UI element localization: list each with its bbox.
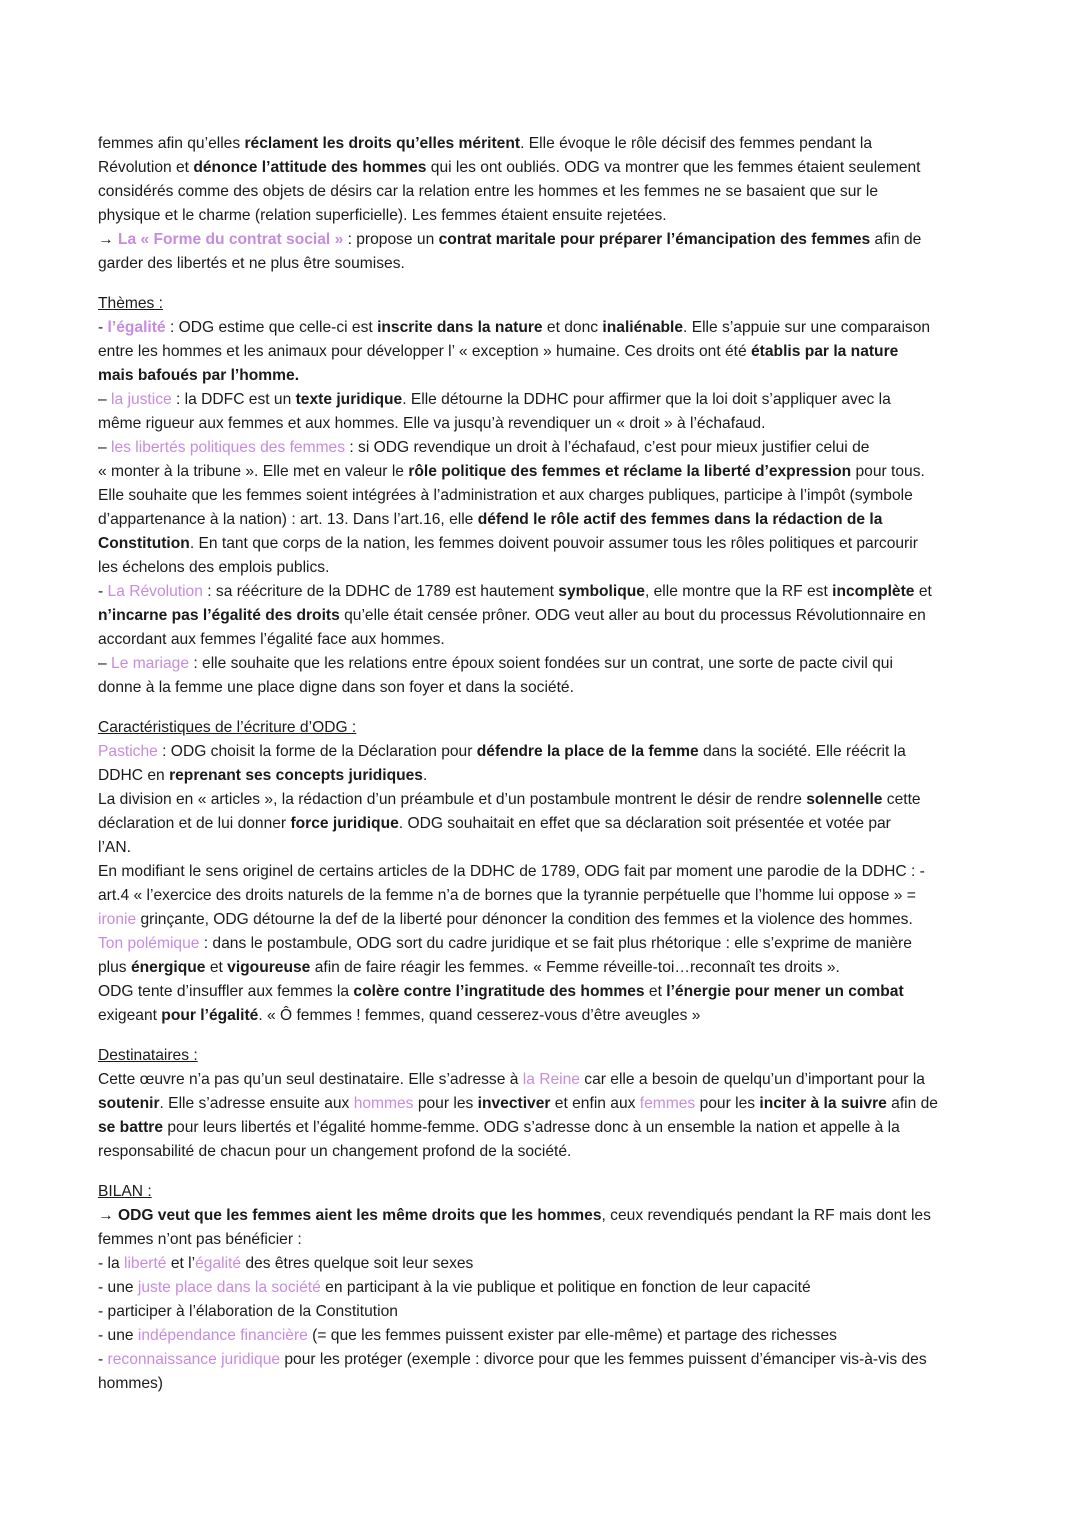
list-item: [98, 1252, 984, 1276]
text: qu’elle était censée prôner. ODG veut aller au bout du processus Révolutionnaire en: [339, 607, 926, 624]
text-line: [98, 932, 984, 956]
highlight-text: hommes: [353, 1095, 414, 1112]
text: pour les: [695, 1095, 760, 1112]
text: en participant à la vie publique et politique en fonction de leur capacité: [320, 1279, 811, 1296]
text-line: [98, 740, 984, 764]
text: –: [98, 439, 112, 456]
section-title: BILAN :: [98, 1183, 152, 1200]
text: cette: [882, 791, 921, 808]
text: . En tant que corps de la nation, les femmes doivent pouvoir assumer tous les rôles politiques et parcourir: [189, 535, 918, 552]
bold-text: soutenir: [98, 1095, 160, 1112]
text: . Elle s’appuie sur une comparaison: [683, 319, 931, 336]
highlight-text: La Révolution: [107, 583, 203, 600]
intro-section: [98, 132, 984, 276]
arrow-icon: →: [98, 1207, 118, 1224]
text-line: [98, 1116, 984, 1140]
bold-text: défend le rôle actif des femmes dans la rédaction de la: [477, 511, 883, 528]
bilan-section: [98, 1180, 984, 1396]
highlight-text: indépendance financière: [137, 1327, 308, 1344]
text: exigeant: [98, 1007, 162, 1024]
text-line: [98, 228, 984, 252]
text-line: donne à la femme une place digne dans son foyer et dans la société.: [98, 679, 574, 696]
text: pour les: [413, 1095, 478, 1112]
bold-text: incomplète: [832, 583, 915, 600]
text-line: [98, 1092, 984, 1116]
text-line: l’AN.: [98, 839, 131, 856]
bold-text: vigoureuse: [227, 959, 311, 976]
text-line: [98, 508, 984, 532]
text-line: [98, 1004, 984, 1028]
bold-text: reprenant ses concepts juridiques: [169, 767, 423, 784]
text-line: [98, 132, 984, 156]
bold-text: rôle politique des femmes et réclame la liberté d’expression: [408, 463, 852, 480]
text: afin de: [870, 231, 922, 248]
text-line: [98, 1204, 984, 1228]
text: : si ODG revendique un droit à l’échafaud, c’est pour mieux justifier celui de: [345, 439, 870, 456]
highlight-text: Pastiche: [98, 743, 158, 760]
text: femmes afin qu’elles: [98, 135, 245, 152]
text: . ODG souhaitait en effet que sa déclaration soit présentée et votée par: [398, 815, 891, 832]
text: pour tous.: [851, 463, 925, 480]
text: plus: [98, 959, 131, 976]
text-line: accordant aux femmes l’égalité face aux hommes.: [98, 631, 445, 648]
text: (= que les femmes puissent exister par elle-même) et partage des richesses: [307, 1327, 837, 1344]
text: . Elle détourne la DDHC pour affirmer que la loi doit s’appliquer avec la: [402, 391, 891, 408]
text-line: [98, 340, 984, 364]
list-item: [98, 1276, 984, 1300]
text-line: [98, 580, 984, 604]
highlight-text: les libertés politiques des femmes: [111, 439, 346, 456]
text-line: [98, 812, 984, 836]
bold-text: pour l’égalité: [161, 1007, 259, 1024]
text: . Elle s’adresse ensuite aux: [159, 1095, 354, 1112]
themes-section: [98, 292, 984, 700]
text: : propose un: [343, 231, 439, 248]
text-line: [98, 388, 984, 412]
bold-text: se battre: [98, 1119, 164, 1136]
text: pour les protéger (exemple : divorce pour que les femmes puissent d’émanciper vis-à-vis des: [280, 1351, 927, 1368]
bold-text: invectiver: [477, 1095, 551, 1112]
section-title: Thèmes :: [98, 295, 163, 312]
text-line: [98, 364, 984, 388]
text: –: [98, 655, 112, 672]
bold-text: colère contre l’ingratitude des hommes: [353, 983, 645, 1000]
text: et: [644, 983, 667, 1000]
destinataires-section: [98, 1044, 984, 1164]
text-line: [98, 764, 984, 788]
text-line: [98, 532, 984, 556]
text: . « Ô femmes ! femmes, quand cesserez-vous d’être aveugles »: [258, 1007, 701, 1024]
text: -: [98, 583, 108, 600]
bold-text: force juridique: [290, 815, 399, 832]
text: : ODG estime que celle-ci est: [165, 319, 378, 336]
text: et: [914, 583, 932, 600]
bold-text: inciter à la suivre: [759, 1095, 887, 1112]
text-line: hommes): [98, 1375, 163, 1392]
list-item: [98, 1348, 984, 1372]
text: , elle montre que la RF est: [644, 583, 833, 600]
text-line: femmes n’ont pas bénéficier :: [98, 1231, 302, 1248]
text: , ceux revendiqués pendant la RF mais dont les: [601, 1207, 931, 1224]
bold-text: réclament les droits qu’elles méritent: [244, 135, 521, 152]
text: d’appartenance à la nation) : art. 13. Dans l’art.16, elle: [98, 511, 478, 528]
text: et donc: [542, 319, 603, 336]
text: La division en « articles », la rédaction d’un préambule et d’un postambule montrent le désir de rendre: [98, 791, 807, 808]
text-line: [98, 908, 984, 932]
text: . Elle évoque le rôle décisif des femmes pendant la: [520, 135, 873, 152]
bold-text: dénonce l’attitude des hommes: [193, 159, 427, 176]
text: : dans le postambule, ODG sort du cadre juridique et se fait plus rhétorique : elle s’exprime de manière: [199, 935, 912, 952]
text: car elle a besoin de quelqu’un d’important pour la: [579, 1071, 925, 1088]
highlight-text: juste place dans la société: [137, 1279, 321, 1296]
section-title: Destinataires :: [98, 1047, 198, 1064]
text: : sa réécriture de la DDHC de 1789 est hautement: [202, 583, 559, 600]
highlight-text: Le mariage: [111, 655, 190, 672]
text-line: [98, 652, 984, 676]
text: -: [98, 319, 108, 336]
bold-text: établis par la nature: [751, 343, 899, 360]
bold-text: ODG veut que les femmes aient les même droits que les hommes: [117, 1207, 602, 1224]
text-line: [98, 316, 984, 340]
text: afin de faire réagir les femmes. « Femme réveille-toi…reconnaît tes droits ».: [310, 959, 840, 976]
text: « monter à la tribune ». Elle met en valeur le: [98, 463, 409, 480]
bold-text: mais bafoués par l’homme.: [98, 367, 300, 384]
bold-text: défendre la place de la femme: [476, 743, 699, 760]
highlight-text: égalité: [195, 1255, 242, 1272]
text: entre les hommes et les animaux pour développer l’ « exception » humaine. Ces droits ont été: [98, 343, 751, 360]
highlight-text: la Reine: [522, 1071, 580, 1088]
text: –: [98, 391, 112, 408]
text-line: [98, 436, 984, 460]
text-line: [98, 788, 984, 812]
text: des êtres quelque soit leur sexes: [241, 1255, 474, 1272]
bold-text: Constitution: [98, 535, 190, 552]
text: - une: [98, 1279, 138, 1296]
text-line: En modifiant le sens originel de certains articles de la DDHC de 1789, ODG fait par moment une parodie de la DDHC : -: [98, 863, 925, 880]
bold-text: contrat maritale pour préparer l’émancipation des femmes: [438, 231, 871, 248]
bold-text: inscrite dans la nature: [377, 319, 543, 336]
text: pour leurs libertés et l’égalité homme-femme. ODG s’adresse donc à un ensemble la nation et appelle à la: [163, 1119, 900, 1136]
bold-text: n’incarne pas l’égalité des droits: [98, 607, 340, 624]
text: et enfin aux: [550, 1095, 640, 1112]
text: .: [422, 767, 428, 784]
text: DDHC en: [98, 767, 170, 784]
text-line: Elle souhaite que les femmes soient intégrées à l’administration et aux charges publiques, participe à l’impôt (symbole: [98, 487, 913, 504]
text: afin de: [886, 1095, 938, 1112]
text: -: [98, 1351, 108, 1368]
text-line: [98, 604, 984, 628]
text-line: même rigueur aux femmes et aux hommes. Elle va jusqu’à revendiquer un « droit » à l’échafaud.: [98, 415, 766, 432]
bold-text: solennelle: [806, 791, 883, 808]
text-line: art.4 « l’exercice des droits naturels de la femme n’a de bornes que la tyrannie perpétuelle que l’homme lui oppose » =: [98, 887, 916, 904]
highlight-text: la justice: [111, 391, 172, 408]
text-line: [98, 156, 984, 180]
bold-text: l’énergie pour mener un combat: [666, 983, 904, 1000]
text: - une: [98, 1327, 138, 1344]
text: : la DDFC est un: [171, 391, 296, 408]
highlight-text: ironie: [98, 911, 137, 928]
text: : ODG choisit la forme de la Déclaration pour: [157, 743, 477, 760]
text-line: [98, 1068, 984, 1092]
text-line: garder des libertés et ne plus être soumises.: [98, 255, 405, 272]
text: Cette œuvre n’a pas qu’un seul destinataire. Elle s’adresse à: [98, 1071, 523, 1088]
text: dans la société. Elle réécrit la: [698, 743, 906, 760]
text: et l’: [166, 1255, 196, 1272]
text: déclaration et de lui donner: [98, 815, 291, 832]
section-title: Caractéristiques de l’écriture d’ODG :: [98, 719, 357, 736]
text: - la: [98, 1255, 124, 1272]
highlight-text: reconnaissance juridique: [107, 1351, 281, 1368]
list-item: [98, 1324, 984, 1348]
text-line: [98, 956, 984, 980]
ecriture-section: [98, 716, 984, 1028]
highlight-text: femmes: [639, 1095, 696, 1112]
highlight-text: l’égalité: [107, 319, 166, 336]
bold-text: texte juridique: [295, 391, 403, 408]
highlight-text: La « Forme du contrat social »: [117, 231, 344, 248]
highlight-text: liberté: [124, 1255, 167, 1272]
text-line: responsabilité de chacun pour un changement profond de la société.: [98, 1143, 572, 1160]
text-line: les échelons des emplois publics.: [98, 559, 330, 576]
highlight-text: Ton polémique: [98, 935, 200, 952]
text: et: [205, 959, 228, 976]
text-line: [98, 980, 984, 1004]
text: ODG tente d’insuffler aux femmes la: [98, 983, 354, 1000]
arrow-icon: →: [98, 231, 118, 248]
text: qui les ont oubliés. ODG va montrer que les femmes étaient seulement: [426, 159, 921, 176]
text-line: [98, 460, 984, 484]
text: Révolution et: [98, 159, 194, 176]
list-item: - participer à l’élaboration de la Constitution: [98, 1303, 398, 1320]
bold-text: symbolique: [558, 583, 645, 600]
text-line: considérés comme des objets de désirs car la relation entre les hommes et les femmes ne se basaient que sur le: [98, 183, 879, 200]
text-line: physique et le charme (relation superficielle). Les femmes étaient ensuite rejetées.: [98, 207, 667, 224]
bold-text: énergique: [130, 959, 206, 976]
text: grinçante, ODG détourne la def de la liberté pour dénoncer la condition des femmes et la violence des hommes.: [136, 911, 913, 928]
text: : elle souhaite que les relations entre époux soient fondées sur un contrat, une sorte de pacte civil qui: [189, 655, 893, 672]
bold-text: inaliénable: [602, 319, 684, 336]
